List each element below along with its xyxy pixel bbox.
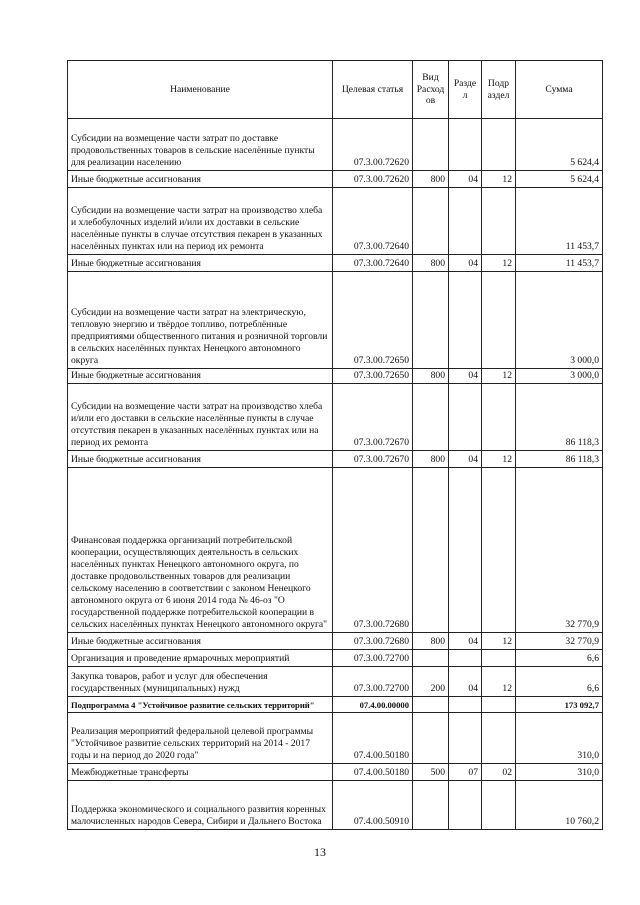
cell-vid: 800 [413, 369, 449, 384]
cell-podrazdel: 12 [482, 632, 516, 649]
table-row [68, 763, 603, 780]
cell-code: 07.3.00.72700 [333, 649, 413, 666]
cell-code: 07.3.00.72620 [333, 119, 413, 171]
header-razdel: Разде л [449, 61, 482, 119]
cell-razdel: 04 [449, 632, 482, 649]
cell-name: Иные бюджетные ассигнования [68, 450, 333, 467]
cell-sum: 86 118,3 [516, 383, 603, 450]
table-row [68, 119, 603, 171]
cell-name: Реализация мероприятий федеральной целевой программы "Устойчивое развитие сельских территорий на 2014 - 2017 годы и на период до 2020 года" [68, 712, 333, 763]
budget-table [67, 60, 603, 830]
cell-razdel [449, 383, 482, 450]
header-sum: Сумма [516, 61, 603, 119]
cell-vid [413, 696, 449, 712]
cell-podrazdel: 12 [482, 666, 516, 696]
cell-razdel [449, 649, 482, 666]
cell-podrazdel [482, 383, 516, 450]
cell-code: 07.4.00.50180 [333, 712, 413, 763]
cell-sum: 86 118,3 [516, 450, 603, 467]
cell-code: 07.4.00.00000 [333, 696, 413, 712]
cell-vid: 800 [413, 450, 449, 467]
cell-name: Субсидии на возмещение части затрат на производство хлеба и/или его доставки в сельские населённые пункты в случае отсутствия пекарен в указанных населённых пунктах или на период их ремонта [68, 383, 333, 450]
cell-name: Иные бюджетные ассигнования [68, 632, 333, 649]
cell-razdel [449, 780, 482, 829]
cell-name: Финансовая поддержка организаций потребительской кооперации, осуществляющих деятельность в сельских населённых пунктах Ненецкого автономного округа, по доставке продовольственных товаров для реализации сельскому населению в соответствии с законом Ненецкого автономного округа от 6 июня 2014 года № 46-оз "О государственной поддержке потребительской кооперации в сельских населённых пунктах Ненецкого автономного округа" [68, 467, 333, 632]
cell-name: Иные бюджетные ассигнования [68, 255, 333, 272]
cell-vid [413, 188, 449, 255]
cell-sum: 3 000,0 [516, 272, 603, 369]
cell-vid [413, 780, 449, 829]
cell-name: Субсидии на возмещение части затрат по доставке продовольственных товаров в сельские населённые пункты для реализации населению [68, 119, 333, 171]
cell-podrazdel: 02 [482, 763, 516, 780]
header-vid: Вид Расход ов [413, 61, 449, 119]
table-row [68, 369, 603, 384]
cell-podrazdel: 12 [482, 450, 516, 467]
cell-code: 07.3.00.72700 [333, 666, 413, 696]
cell-code: 07.3.00.72650 [333, 369, 413, 384]
cell-code: 07.3.00.72650 [333, 272, 413, 369]
cell-name: Поддержка экономического и социального развития коренных малочисленных народов Севера, Сибири и Дальнего Востока [68, 780, 333, 829]
cell-razdel [449, 712, 482, 763]
cell-podrazdel [482, 780, 516, 829]
cell-code: 07.3.00.72680 [333, 467, 413, 632]
cell-podrazdel [482, 188, 516, 255]
cell-sum: 5 624,4 [516, 119, 603, 171]
cell-podrazdel: 12 [482, 255, 516, 272]
table-row [68, 649, 603, 666]
cell-code: 07.4.00.50180 [333, 763, 413, 780]
table-row [68, 696, 603, 712]
cell-vid: 800 [413, 255, 449, 272]
cell-sum: 32 770,9 [516, 467, 603, 632]
cell-sum: 32 770,9 [516, 632, 603, 649]
cell-razdel [449, 272, 482, 369]
cell-vid: 200 [413, 666, 449, 696]
cell-razdel: 04 [449, 666, 482, 696]
page-number: 13 [314, 845, 326, 859]
table-row [68, 272, 603, 369]
cell-vid: 800 [413, 632, 449, 649]
table-row [68, 255, 603, 272]
cell-code: 07.4.00.50910 [333, 780, 413, 829]
cell-name: Межбюджетные трансферты [68, 763, 333, 780]
cell-vid: 500 [413, 763, 449, 780]
cell-code: 07.3.00.72670 [333, 383, 413, 450]
cell-code: 07.3.00.72670 [333, 450, 413, 467]
header-name: Наименование [68, 61, 333, 119]
cell-razdel: 04 [449, 450, 482, 467]
table-row [68, 188, 603, 255]
cell-code: 07.3.00.72640 [333, 188, 413, 255]
cell-sum: 310,0 [516, 763, 603, 780]
cell-sum: 310,0 [516, 712, 603, 763]
cell-razdel [449, 467, 482, 632]
table-row [68, 383, 603, 450]
cell-razdel: 04 [449, 171, 482, 188]
table-row [68, 632, 603, 649]
table-row [68, 467, 603, 632]
cell-vid [413, 272, 449, 369]
header-podrazdel: Подр аздел [482, 61, 516, 119]
cell-podrazdel [482, 272, 516, 369]
table-row [68, 171, 603, 188]
cell-razdel: 04 [449, 369, 482, 384]
cell-vid [413, 119, 449, 171]
cell-name: Организация и проведение ярмарочных мероприятий [68, 649, 333, 666]
cell-name: Субсидии на возмещение части затрат на производство хлеба и хлебобулочных изделий и/или их доставки в сельские населённые пункты в случае отсутствия пекарен в указанных населённых пунктах или на период их ремонта [68, 188, 333, 255]
cell-name: Подпрограмма 4 "Устойчивое развитие сельских территорий" [68, 696, 333, 712]
table-row [68, 780, 603, 829]
cell-code: 07.3.00.72640 [333, 255, 413, 272]
cell-podrazdel [482, 696, 516, 712]
cell-code: 07.3.00.72680 [333, 632, 413, 649]
cell-sum: 6,6 [516, 666, 603, 696]
cell-podrazdel: 12 [482, 171, 516, 188]
cell-code: 07.3.00.72620 [333, 171, 413, 188]
cell-razdel [449, 188, 482, 255]
cell-podrazdel [482, 649, 516, 666]
cell-sum: 6,6 [516, 649, 603, 666]
cell-podrazdel [482, 712, 516, 763]
cell-podrazdel: 12 [482, 369, 516, 384]
cell-razdel: 07 [449, 763, 482, 780]
table-row [68, 712, 603, 763]
cell-sum: 11 453,7 [516, 255, 603, 272]
cell-sum: 10 760,2 [516, 780, 603, 829]
cell-razdel: 04 [449, 255, 482, 272]
cell-vid [413, 383, 449, 450]
cell-vid: 800 [413, 171, 449, 188]
cell-vid [413, 712, 449, 763]
cell-sum: 173 092,7 [516, 696, 603, 712]
cell-sum: 11 453,7 [516, 188, 603, 255]
cell-razdel [449, 119, 482, 171]
table-row [68, 450, 603, 467]
cell-name: Закупка товаров, работ и услуг для обеспечения государственных (муниципальных) нужд [68, 666, 333, 696]
table-header-row [68, 61, 603, 119]
table-row [68, 666, 603, 696]
cell-name: Субсидии на возмещение части затрат на электрическую, тепловую энергию и твёрдое топливо, потреблённые предприятиями общественного питания и розничной торговли в сельских населённых пунктах Ненецкого автономного округа [68, 272, 333, 369]
cell-name: Иные бюджетные ассигнования [68, 171, 333, 188]
cell-razdel [449, 696, 482, 712]
cell-sum: 5 624,4 [516, 171, 603, 188]
cell-vid [413, 649, 449, 666]
cell-name: Иные бюджетные ассигнования [68, 369, 333, 384]
cell-sum: 3 000,0 [516, 369, 603, 384]
cell-podrazdel [482, 119, 516, 171]
cell-vid [413, 467, 449, 632]
cell-podrazdel [482, 467, 516, 632]
header-code: Целевая статья [333, 61, 413, 119]
